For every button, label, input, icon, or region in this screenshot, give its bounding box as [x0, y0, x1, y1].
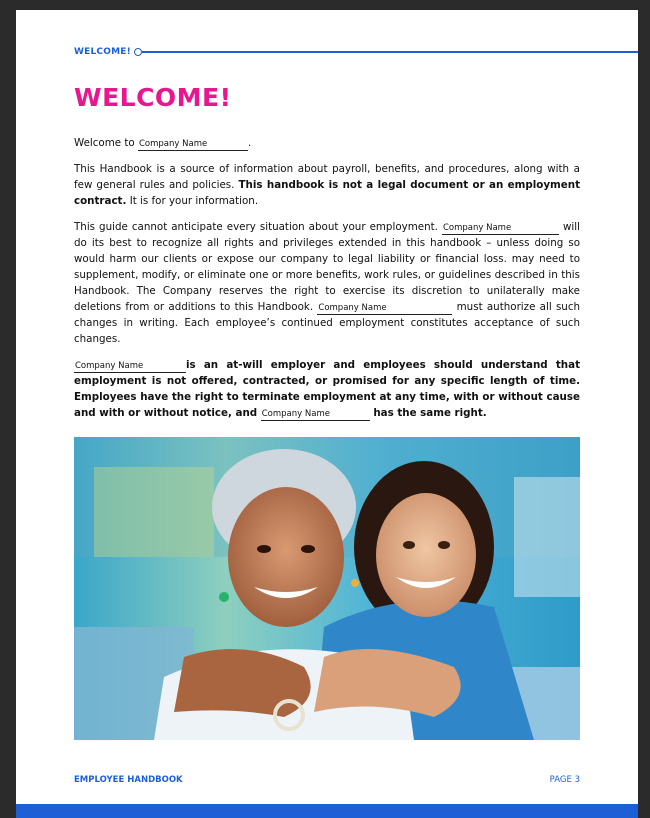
company-name-field[interactable]: Company Name	[138, 139, 248, 151]
guide-paragraph	[74, 219, 580, 347]
page-title: WELCOME!	[74, 83, 232, 112]
welcome-paragraph	[74, 135, 580, 151]
company-name-field[interactable]: Company Name	[261, 409, 370, 421]
section-tag: WELCOME!	[74, 47, 131, 57]
hero-photo	[74, 437, 580, 740]
at-will-text-1: is an at-will employer and employees should understand that employment is not offered, contracted, or promised for any specific length of time. Employees have the right to terminate employment at any time, with or without cause and with or without notice, and	[74, 359, 580, 419]
header-rule	[74, 47, 638, 57]
company-name-field[interactable]: Company Name	[317, 303, 452, 315]
rule-line	[142, 51, 638, 53]
guide-text-2: will do its best to recognize all rights and privileges extended in this handbook – unless doing so would harm our clients or expose our company to legal liability or financial loss. may need to supplement, modify, or eliminate one or more benefits, work rules, or guidelines described in this Handbook. The Company reserves the right to exercise its discretion to unilaterally make deletions from or additions to this Handbook.	[74, 221, 580, 313]
document-page	[16, 10, 638, 818]
at-will-text-2: has the same right.	[373, 407, 487, 419]
welcome-prefix: Welcome to	[74, 137, 135, 149]
welcome-suffix: .	[248, 137, 252, 149]
handbook-disclaimer: This handbook is not a legal document or an employment contract.	[74, 179, 580, 207]
rule-dot-icon	[134, 48, 142, 56]
company-name-field[interactable]: Company Name	[442, 223, 559, 235]
document-body	[74, 135, 580, 431]
guide-text-1: This guide cannot anticipate every situation about your employment.	[74, 221, 438, 233]
company-name-field[interactable]: Company Name	[74, 361, 186, 373]
guide-text-3: must authorize all such changes in writing. Each employee’s continued employment constitutes acceptance of such changes.	[74, 301, 581, 345]
handbook-text: This Handbook is a source of information about payroll, benefits, and procedures, along with a few general rules and policies.	[74, 163, 580, 191]
handbook-tail: It is for your information.	[129, 195, 259, 207]
footer-document-title: EMPLOYEE HANDBOOK	[74, 775, 183, 785]
footer-bar	[16, 804, 638, 818]
at-will-paragraph	[74, 357, 580, 421]
footer-page-number: PAGE 3	[549, 775, 580, 785]
handbook-paragraph	[74, 161, 580, 209]
